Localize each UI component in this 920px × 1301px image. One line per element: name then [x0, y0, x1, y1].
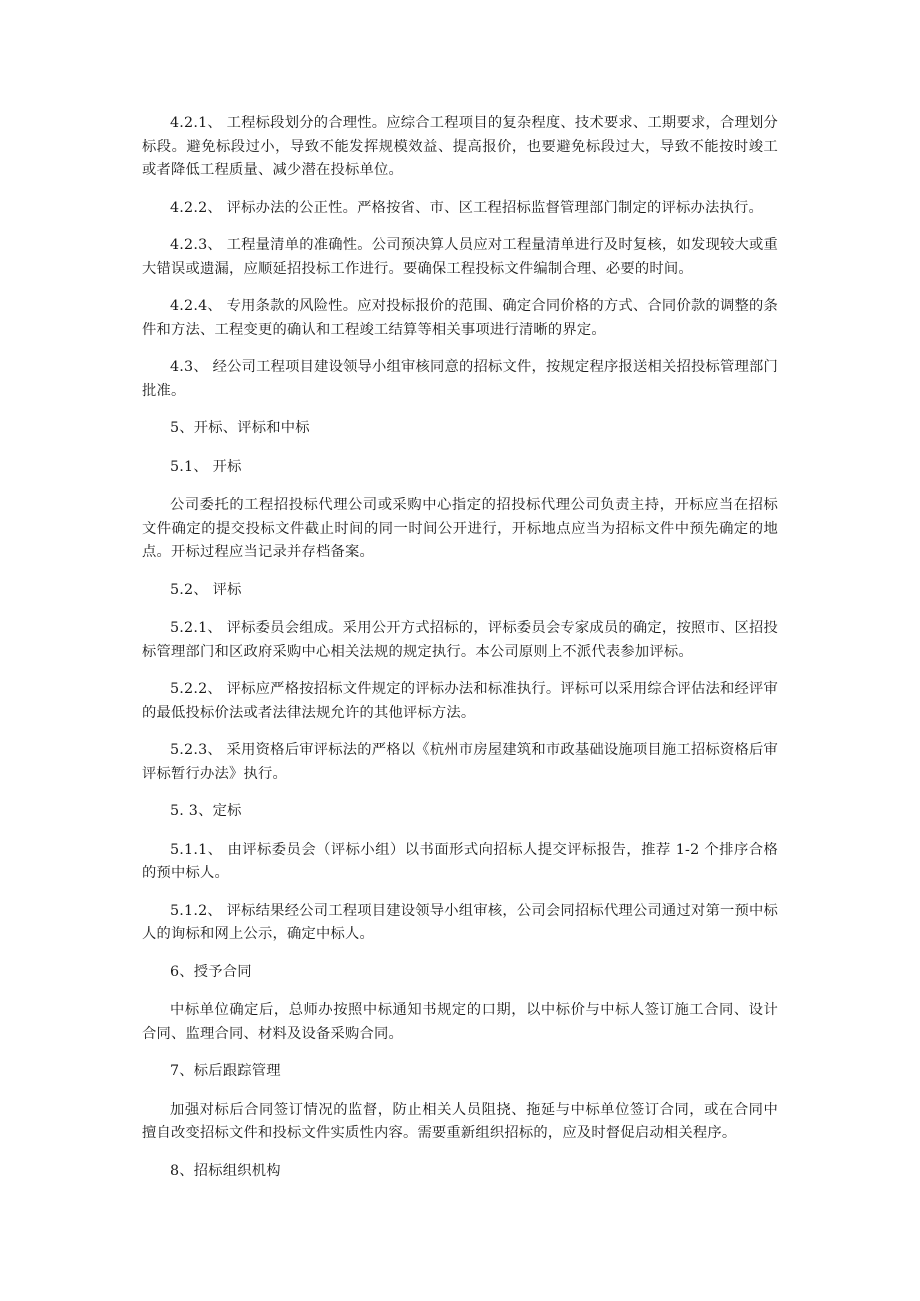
section-heading-6: 6、授予合同 [170, 963, 252, 980]
section-heading-8: 8、招标组织机构 [170, 1162, 281, 1179]
section-heading-5-2: 5.2、 评标 [170, 581, 242, 598]
paragraph-5-2-1: 5.2.1、 评标委员会组成。采用公开方式招标的，评标委员会专家成员的确定，按照市、区招投标管理部门和区政府采购中心相关法规的规定执行。本公司原则上不派代表参加评标。 [142, 620, 778, 660]
paragraph-4-3: 4.3、 经公司工程项目建设领导小组审核同意的招标文件，按规定程序报送相关招投标管理部门批准。 [142, 359, 778, 399]
paragraph-contract-award: 中标单位确定后，总师办按照中标通知书规定的口期，以中标价与中标人签订施工合同、设计合同、监理合同、材料及设备采购合同。 [142, 1002, 778, 1042]
paragraph-5-1-1: 5.1.1、 由评标委员会（评标小组）以书面形式向招标人提交评标报告，推荐 1-2 个排序合格的预中标人。 [142, 841, 778, 881]
paragraph-opening: 公司委托的工程招投标代理公司或采购中心指定的招投标代理公司负责主持，开标应当在招标文件确定的提交投标文件截止时间的同一时间公开进行，开标地点应当为招标文件中预先确定的地点。开标过程应当记录并存档备案。 [142, 497, 778, 560]
paragraph-4-2-3: 4.2.3、 工程量清单的准确性。公司预决算人员应对工程量清单进行及时复核，如发现较大或重大错误或遗漏，应顺延招投标工作进行。要确保工程投标文件编制合理、必要的时间。 [142, 237, 778, 277]
section-heading-7: 7、标后跟踪管理 [170, 1063, 281, 1079]
paragraph-5-2-3: 5.2.3、 采用资格后审评标法的严格以《杭州市房屋建筑和市政基础设施项目施工招标资格后审评标暂行办法》执行。 [142, 742, 778, 782]
paragraph-5-2-2: 5.2.2、 评标应严格按招标文件规定的评标办法和标准执行。评标可以采用综合评估法和经评审的最低投标价法或者法律法规允许的其他评标方法。 [142, 681, 778, 721]
paragraph-5-1-2: 5.1.2、 评标结果经公司工程项目建设领导小组审核，公司会同招标代理公司通过对第一预中标人的询标和网上公示，确定中标人。 [142, 902, 778, 942]
paragraph-4-2-4: 4.2.4、 专用条款的风险性。应对投标报价的范围、确定合同价格的方式、合同价款的调整的条件和方法、工程变更的确认和工程竣工结算等相关事项进行清晰的界定。 [142, 298, 778, 338]
section-heading-5: 5、开标、评标和中标 [170, 420, 310, 436]
section-heading-5-1: 5.1、 开标 [170, 458, 242, 475]
document-page [142, 112, 778, 1198]
paragraph-4-2-1: 4.2.1、 工程标段划分的合理性。应综合工程项目的复杂程度、技术要求、工期要求，合理划分标段。避免标段过小，导致不能发挥规模效益、提高报价，也要避免标段过大，导致不能按时竣工或者降低工程质量、减少潜在投标单位。 [142, 115, 778, 178]
paragraph-4-2-2: 4.2.2、 评标办法的公正性。严格按省、市、区工程招标监督管理部门制定的评标办法执行。 [170, 199, 763, 216]
section-heading-5-3: 5. 3、定标 [170, 803, 242, 819]
paragraph-tracking: 加强对标后合同签订情况的监督，防止相关人员阻挠、拖延与中标单位签订合同，或在合同中擅自改变招标文件和投标文件实质性内容。需要重新组织招标的，应及时督促启动相关程序。 [142, 1101, 778, 1141]
